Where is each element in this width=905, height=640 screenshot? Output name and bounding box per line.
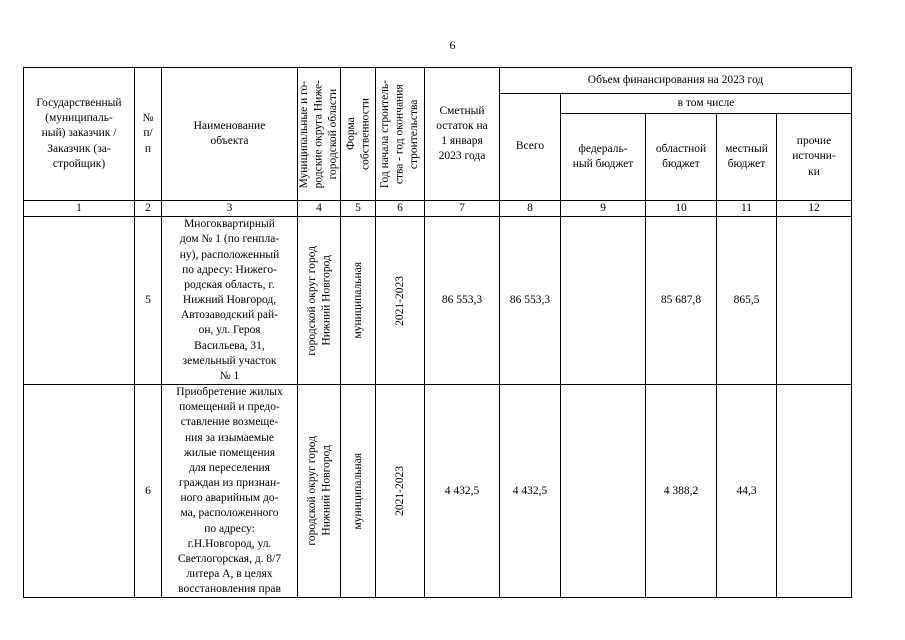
row-num: 6 (135, 385, 162, 598)
column-number: 11 (717, 201, 777, 217)
header-regional: областной бюджет (646, 114, 717, 201)
column-number: 10 (646, 201, 717, 217)
row-balance: 4 432,5 (425, 385, 500, 598)
header-ownership-cell (341, 68, 376, 201)
row-other (777, 385, 852, 598)
header-name: Наименование объекта (162, 68, 298, 201)
header-balance: Сметный остаток на 1 января 2023 года (425, 68, 500, 201)
row-object-name: Приобретение жилых помещений и предо- ставление возмеще- ния за изымаемые жилые помещения для переселения граждан из признан- ного аварийным до- ма, расположенного по адресу: г.Н.Новгород, ул. Светлогорская, д. 8/7 литера А, в целях восстановления прав (162, 385, 298, 598)
column-number: 8 (500, 201, 561, 217)
header-years: Год начала строитель- ства - год окончания строительства (379, 79, 421, 189)
row-object-name: Многоквартирный дом № 1 (по генпла- ну), расположенный по адресу: Нижего- родская область, г. Нижний Новгород, Автозаводский рай- он, ул. Героя Васильева, 31, земельный участок № 1 (162, 217, 298, 385)
header-federal: федераль- ный бюджет (561, 114, 646, 201)
row-federal (561, 385, 646, 598)
row-customer (24, 217, 135, 385)
row-other (777, 217, 852, 385)
row-total: 86 553,3 (500, 217, 561, 385)
column-number: 4 (298, 201, 341, 217)
row-ownership-cell (341, 385, 376, 598)
header-financing-group: Объем финансирования на 2023 год (500, 68, 852, 94)
row-regional: 85 687,8 (646, 217, 717, 385)
row-local: 44,3 (717, 385, 777, 598)
row-federal (561, 217, 646, 385)
header-local: местный бюджет (717, 114, 777, 201)
row-ownership-cell (341, 217, 376, 385)
row-num: 5 (135, 217, 162, 385)
row-years-cell (376, 217, 425, 385)
header-customer: Государственный (муниципаль- ный) заказчик / Заказчик (за- стройщик) (24, 68, 135, 201)
row-ownership: муниципальная (351, 262, 364, 339)
column-number-row (24, 201, 852, 217)
column-number: 9 (561, 201, 646, 217)
column-number: 2 (135, 201, 162, 217)
row-municipality-cell (298, 385, 341, 598)
page-number: 6 (449, 38, 456, 52)
row-municipality: городской округ город Нижний Новгород (305, 245, 332, 356)
financing-table (23, 67, 852, 598)
column-number: 1 (24, 201, 135, 217)
row-total: 4 432,5 (500, 385, 561, 598)
row-customer (24, 385, 135, 598)
header-other: прочие источни- ки (777, 114, 852, 201)
row-local: 865,5 (717, 217, 777, 385)
header-including: в том числе (561, 94, 852, 114)
row-regional: 4 388,2 (646, 385, 717, 598)
header-municipality-cell (298, 68, 341, 201)
table-row (24, 217, 852, 385)
row-balance: 86 553,3 (425, 217, 500, 385)
column-number: 7 (425, 201, 500, 217)
row-ownership: муниципальная (351, 452, 364, 530)
header-num: № п/ п (135, 68, 162, 201)
row-years: 2021-2023 (393, 275, 406, 326)
column-number: 12 (777, 201, 852, 217)
row-municipality: городской округ город Нижний Новгород (305, 436, 332, 547)
column-number: 6 (376, 201, 425, 217)
row-municipality-cell (298, 217, 341, 385)
header-years-cell (376, 68, 425, 201)
column-number: 3 (162, 201, 298, 217)
row-years: 2021-2023 (393, 466, 406, 517)
header-ownership: Форма собственности (344, 98, 371, 170)
header-total: Всего (500, 94, 561, 201)
column-number: 5 (341, 201, 376, 217)
header-municipality: Муниципальные и го- родские округа Ниже- городской области (298, 79, 340, 189)
row-years-cell (376, 385, 425, 598)
table-row (24, 385, 852, 598)
